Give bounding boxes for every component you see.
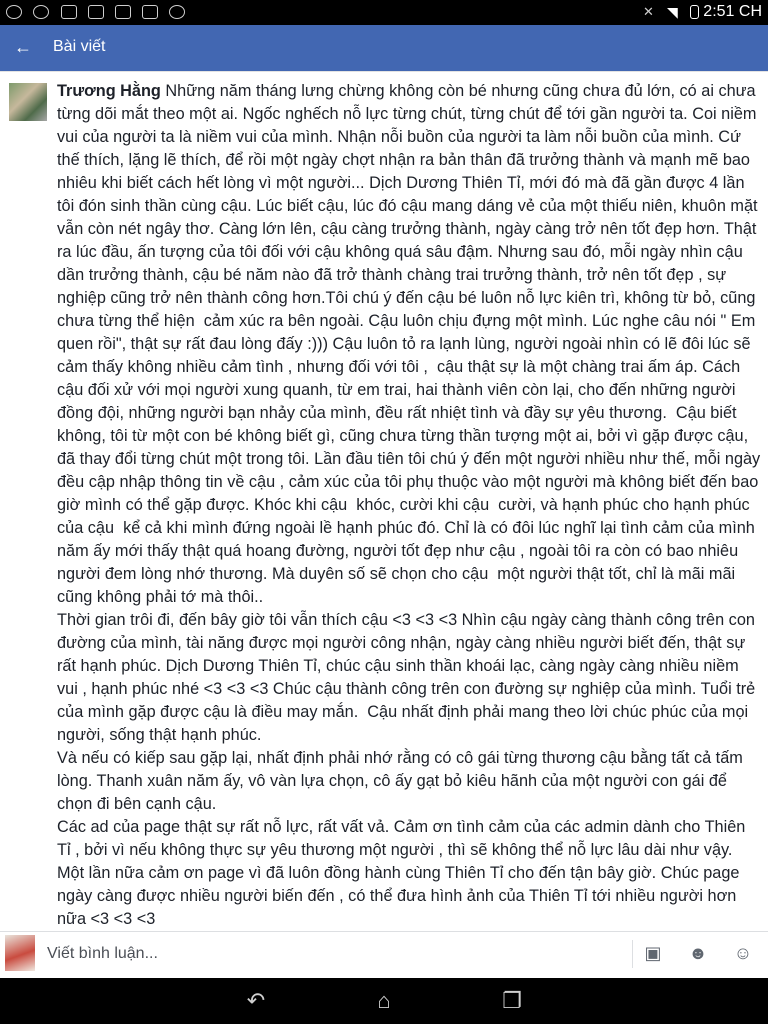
author-name[interactable]: Trương Hằng [57,82,161,100]
divider [632,940,633,968]
back-arrow-icon[interactable]: ← [14,37,32,57]
nav-back-icon[interactable]: ↶ [246,988,266,1013]
mute-icon: ✕ [643,4,654,19]
page-title: Bài viết [53,38,106,55]
app-bar [0,25,768,71]
system-nav-bar [0,978,768,1024]
nav-home-icon[interactable]: ⌂ [377,988,391,1013]
camera-icon[interactable]: ▣ [644,943,662,963]
add-friend-icon[interactable]: ☻ [688,943,708,963]
messenger-icon [33,5,49,19]
youtube-icon [88,5,104,19]
battery-icon [690,5,699,19]
messenger-icon [6,5,22,19]
post-body [57,80,761,931]
youtube-icon [115,5,131,19]
app-w-icon [142,5,158,19]
wifi-icon: ◥ [667,4,678,20]
avatar [5,935,35,971]
app-grid-icon [169,5,185,19]
comment-input[interactable] [47,942,607,966]
gallery-icon [61,5,77,19]
clock: 2:51 CH [703,3,762,20]
nav-recents-icon[interactable]: ❐ [502,988,522,1013]
author-avatar[interactable] [9,83,47,121]
post-text: Những năm tháng lưng chừng không còn bé nhưng cũng chưa đủ lớn, có ai chưa từng dõi mắt theo một ai. Ngốc nghếch nỗ lực từng chút, từng chút để tới gần người ta. Coi niềm vui của người ta là niềm vui của mình. Nhận nỗi buồn của người ta làm nỗi buồn của mình. Cứ thế thích, lặng lẽ thích, để rồi một ngày chợt nhận ra bản thân đã trưởng thành và mạnh mẽ bao nhiêu khi biết cách hết lòng vì một người... Dịch Dương Thiên Tỉ, mới đó mà đã gần được 4 lần tôi đón sinh thần cùng cậu. Lúc biết cậu, lúc đó cậu mang dáng vẻ của một thiếu niên, khuôn mặt vẫn còn nét ngây thơ. Càng lớn lên, cậu càng trưởng thành, ngày càng trở nên tốt đẹp hơn. Thật ra lúc đầu, ấn tượng của tôi đối với cậu không quá sâu đậm. Nhưng sau đó, mỗi ngày nhìn cậu dần trưởng thành, cậu bé năm nào đã trở thành chàng trai trưởng thành, trở nên tốt đẹp , sự nghiệp cũng trở nên thành công hơn.Tôi chú ý đến cậu bé luôn nỗ lực kiên trì, không từ bỏ, cũng chưa từng thể hiện cảm xúc ra bên ngoài. Cậu luôn chịu đựng một mình. Lúc nghe câu nói " Em quen rồi", thật sự rất đau lòng đấy :))) Cậu luôn tỏ ra lạnh lùng, người ngoài nhìn có lẽ đôi lúc sẽ cảm thấy không nhiều cảm tình , nhưng đối với tôi , cậu thật sự là một chàng trai ấm áp. Cách cậu đối xử với mọi người xung quanh, từ em trai, hai thành viên còn lại, cho đến những người đồng đội, những người bạn nhảy của mình, đều rất nhiệt tình và đầy sự yêu thương. Cậu biết không, tôi từ một con bé không biết gì, cũng chưa từng thần tượng một ai, bởi vì gặp được cậu, đã thay đổi từng chút một trong tôi. Lần đầu tiên tôi chú ý đến một người nhiều như thế, mỗi ngày đều cập nhập thông tin về cậu , cảm xúc của tôi phụ thuộc vào một người mà không biết đến bao giờ mình có thể gặp được. Khóc khi cậu khóc, cười khi cậu cười, và hạnh phúc cho hạnh phúc của cậu kể cả khi mình đứng ngoài lề hạnh phúc đó. Chỉ là có đôi lúc nghĩ lại tình cảm của mình năm ấy mới thấy thật quá hoang đường, người tốt đẹp như cậu , ngoài tôi ra còn có bao nhiêu người đem lòng nhớ thương. Mà duyên số sẽ chọn cho cậu một người thật tốt, chỉ là mãi mãi cũng không phải tớ mà thôi.. Thời gian trôi đi, đến bây giờ tôi vẫn thích cậu <3 <3 <3 Nhìn cậu ngày càng thành công trên con đường của mình, tài năng được mọi người công nhận, ngày càng nhiều người biết đến, thật sự rất hạnh phúc. Dịch Dương Thiên Tỉ, chúc cậu sinh thần khoái lạc, càng ngày càng nhiều niềm vui , hạnh phúc nhé <3 <3 <3 Chúc cậu thành công trên con đường sự nghiệp của mình. Tuổi trẻ của mình gặp được cậu là điều may mắn. Cậu nhất định phải mang theo lời chúc phúc của mọi người, sống thật hạnh phúc. Và nếu có kiếp sau gặp lại, nhất định phải nhớ rằng có cô gái từng thương cậu bằng tất cả tấm lòng. Thanh xuân năm ấy, vô vàn lựa chọn, cô ấy gạt bỏ kiêu hãnh của một người con gái để chọn đi bên cạnh cậu. Các ad của page thật sự rất nỗ lực, rất vất vả. Cảm ơn tình cảm của các admin dành cho Thiên Tỉ , bởi vì nếu không thực sự yêu thương một người , thì sẽ không thể nỗ lực lâu dài như vậy. Một lần nữa cảm ơn page vì đã luôn đồng hành cùng Thiên Tỉ cho đến tận bây giờ. Chúc page ngày càng được nhiều người biến đến , có thể đưa hình ảnh của Thiên Tỉ tới nhiều người hơn nữa <3 <3 <3 [57,82,761,928]
status-bar [0,0,768,25]
emoji-icon[interactable]: ☺ [733,943,753,963]
